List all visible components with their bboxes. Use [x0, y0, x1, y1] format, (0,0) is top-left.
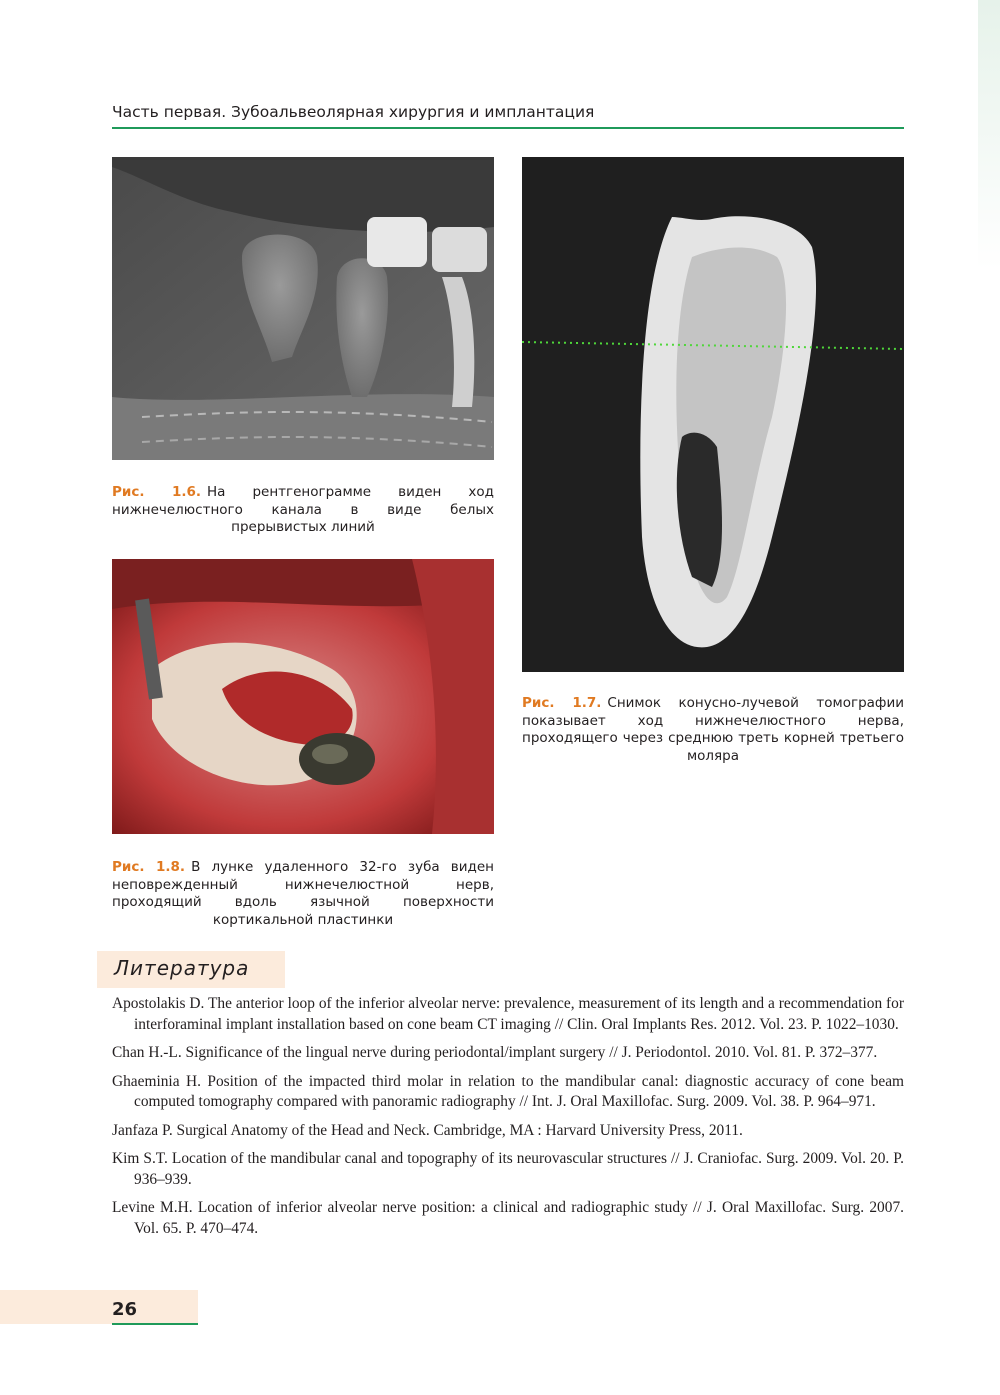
reference-item: Chan H.-L. Significance of the lingual nerve during periodontal/implant surgery // J. Periodontol. 2010. Vol. 81. P. 372–377.	[112, 1044, 878, 1061]
page-number-rule	[112, 1323, 198, 1325]
reference-item: Levine M.H. Location of inferior alveolar nerve position: a clinical and radiographic study // J. Oral Maxillofac. Surg. 2007. Vol. 65. P. 470–474.	[112, 1199, 904, 1237]
figure-1-6-text: На рентгенограмме виден ход нижнечелюстного канала в виде белых прерывистых линий	[112, 484, 494, 535]
figure-1-7-label: Рис. 1.7.	[522, 695, 602, 711]
reference-item: Janfaza P. Surgical Anatomy of the Head and Neck. Cambridge, MA : Harvard University Press, 2011.	[112, 1121, 743, 1139]
header-rule	[112, 127, 904, 129]
page-number: 26	[112, 1299, 138, 1320]
figure-1-8-photo	[112, 559, 494, 834]
figure-1-6-caption	[112, 484, 494, 537]
figure-1-7-caption	[522, 695, 904, 765]
literature-heading: Литература	[114, 956, 250, 980]
figure-1-8-text: В лунке удаленного 32-го зуба виден неповрежденный нижнечелюстной нерв, проходящий вдоль язычной поверхности кортикальной пластинки	[112, 859, 494, 928]
reference-item: Apostolakis D. The anterior loop of the inferior alveolar nerve: prevalence, measurement of its length and a recommendation for interforaminal implant installation based on cone beam CT imaging // Clin. Oral Implants Res. 2012. Vol. 23. P. 1022–1030.	[112, 995, 904, 1033]
reference-list	[112, 994, 904, 1247]
running-header: Часть первая. Зубоальвеолярная хирургия и имплантация	[112, 103, 595, 121]
figure-1-8-label: Рис. 1.8.	[112, 859, 186, 875]
page-number-tab	[0, 1290, 198, 1324]
figure-1-7-cbct	[522, 157, 904, 672]
figure-1-7-text: Снимок конусно-лучевой томографии показывает ход нижнечелюстного нерва, проходящего через среднюю треть корней третьего моляра	[522, 695, 904, 764]
reference-item: Ghaeminia H. Position of the impacted third molar in relation to the mandibular canal: diagnostic accuracy of cone beam computed tomography compared with panoramic radiography // Int. J. Oral Maxillofac. Surg. 2009. Vol. 38. P. 964–971.	[112, 1072, 904, 1110]
figure-1-6-xray	[112, 157, 494, 460]
figure-1-8-caption	[112, 859, 494, 929]
figure-1-6-label: Рис. 1.6.	[112, 484, 201, 500]
reference-item: Kim S.T. Location of the mandibular canal and topography of its neurovascular structures // J. Craniofac. Surg. 2009. Vol. 20. P. 936–939.	[112, 1150, 904, 1188]
section-edge-tab	[978, 0, 1000, 270]
